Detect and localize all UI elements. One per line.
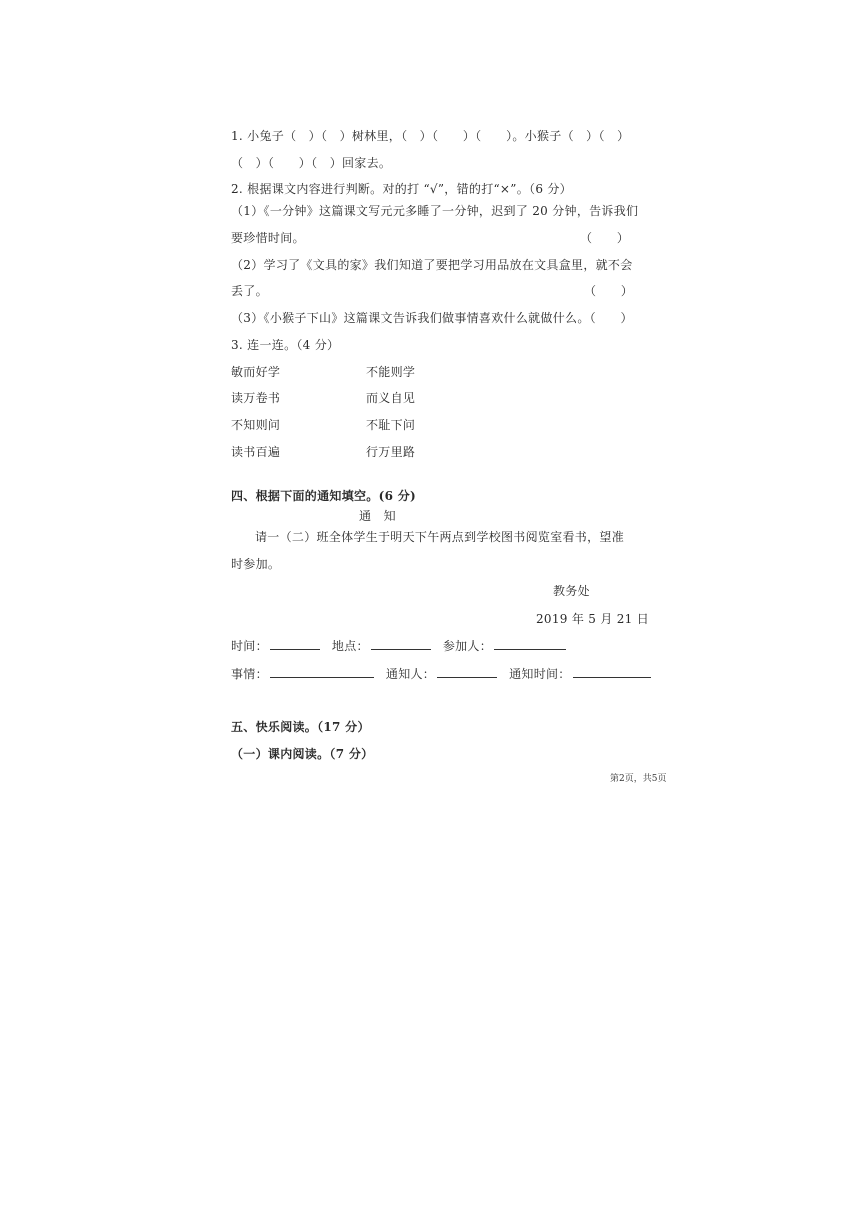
- q2-item2-line2: 丢了。: [231, 284, 268, 298]
- notice-body-line1: 请一（二）班全体学生于明天下午两点到学校图书阅览室看书，望准: [255, 530, 625, 544]
- label-matter: 事情：: [231, 667, 268, 681]
- section4-heading: 四、根据下面的通知填空。(6 分): [231, 489, 416, 503]
- q3-heading: 3. 连一连。（4 分）: [231, 338, 340, 352]
- section5-heading: 五、快乐阅读。（17 分）: [231, 720, 370, 734]
- q1-line1: 1. 小兔子（ ）（ ）树林里，（ ）（ ）（ ）。小猴子（ ）（ ）: [231, 129, 630, 143]
- notifier-blank[interactable]: [437, 666, 497, 678]
- notice-date: 2019 年 5 月 21 日: [536, 612, 650, 626]
- place-blank[interactable]: [371, 638, 431, 650]
- q2-item2-answer-paren: （ ）: [584, 284, 634, 298]
- q3-left-item: 读万卷书: [231, 391, 281, 405]
- time-blank[interactable]: [270, 638, 320, 650]
- notice-body-line2: 时参加。: [231, 557, 281, 571]
- label-notifier: 通知人：: [385, 667, 436, 681]
- q3-right-item: 行万里路: [366, 445, 416, 459]
- q2-item1-line2: 要珍惜时间。: [231, 231, 305, 245]
- participants-blank[interactable]: [494, 638, 566, 650]
- page-number: 第2页，共5页: [610, 774, 667, 784]
- q3-right-item: 不耻下问: [366, 418, 416, 432]
- q3-left-item: 不知则问: [231, 418, 281, 432]
- q2-item2-line1: （2）学习了《文具的家》我们知道了要把学习用品放在文具盒里，就不会: [231, 258, 633, 272]
- section5-sub1-heading: （一）课内阅读。（7 分）: [231, 747, 374, 761]
- q2-item3: （3）《小猴子下山》这篇课文告诉我们做事情喜欢什么就做什么。（ ）: [231, 311, 633, 325]
- matter-blank[interactable]: [270, 666, 374, 678]
- label-place: 地点：: [331, 639, 369, 653]
- fill-row-1: [231, 638, 566, 653]
- q2-heading: 2. 根据课文内容进行判断。对的打 “√”，错的打“×”。（6 分）: [231, 182, 572, 196]
- notice-title: 通 知: [359, 509, 396, 523]
- label-time: 时间：: [231, 639, 268, 653]
- q2-item1-answer-paren: （ ）: [580, 231, 630, 245]
- notice-time-blank[interactable]: [573, 666, 651, 678]
- q2-item1-line1: （1）《一分钟》这篇课文写元元多睡了一分钟，迟到了 20 分钟，告诉我们: [231, 204, 639, 218]
- label-participants: 参加人：: [442, 639, 493, 653]
- label-notice-time: 通知时间：: [509, 667, 571, 681]
- q3-right-item: 不能则学: [366, 365, 416, 379]
- q3-left-item: 读书百遍: [231, 445, 281, 459]
- q1-line2: （ ）（ ）（ ）回家去。: [231, 156, 392, 170]
- q3-right-item: 而义自见: [366, 391, 416, 405]
- q3-left-item: 敏而好学: [231, 365, 281, 379]
- fill-row-2: [231, 666, 651, 681]
- notice-signer: 教务处: [553, 584, 590, 598]
